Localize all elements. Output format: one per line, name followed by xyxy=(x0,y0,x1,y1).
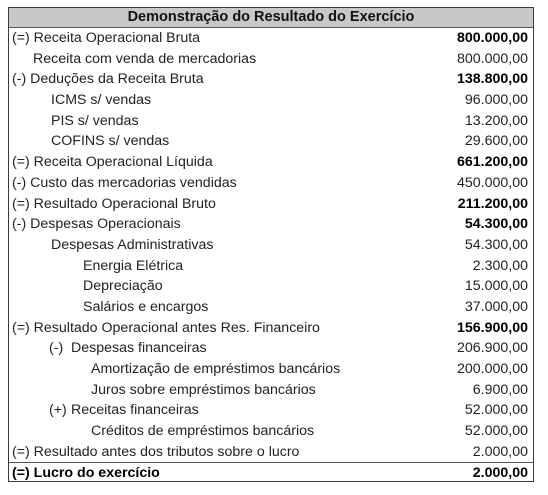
row-label-text: Juros sobre empréstimos bancários xyxy=(91,381,316,398)
statement-row xyxy=(9,152,533,173)
row-label-text: Amortização de empréstimos bancários xyxy=(91,361,341,377)
row-value: 52.000,00 xyxy=(464,423,528,440)
row-label xyxy=(91,380,316,401)
row-label xyxy=(51,131,169,152)
row-label-text: (=) Receita Operacional Líquida xyxy=(12,154,213,171)
row-label-text: COFINS s/ vendas xyxy=(51,133,170,150)
row-label xyxy=(12,28,200,49)
row-label-text: (=) Receita Operacional Bruta xyxy=(12,30,201,46)
statement-row xyxy=(9,235,533,256)
statement-row xyxy=(9,462,533,484)
row-value: 800.000,00 xyxy=(456,30,528,46)
row-label xyxy=(49,338,207,359)
row-value: 15.000,00 xyxy=(464,278,528,295)
row-label-text: (=) Resultado antes dos tributos sobre o lucro xyxy=(12,443,300,460)
row-label-text: Salários e encargos xyxy=(83,298,209,315)
row-label xyxy=(51,235,213,256)
row-label-text: PIS s/ vendas xyxy=(51,112,139,129)
statement-row xyxy=(9,359,533,380)
statement-row xyxy=(9,69,533,90)
row-label-text: (=) Resultado Operacional Bruto xyxy=(12,195,216,212)
row-label xyxy=(12,463,160,484)
row-label xyxy=(12,214,181,235)
row-value: 156.900,00 xyxy=(456,319,528,336)
row-value: 2.000,00 xyxy=(472,465,528,482)
row-sign: (-) xyxy=(49,340,64,357)
row-label-text: Despesas Administrativas xyxy=(51,236,214,253)
statement-row xyxy=(9,442,533,463)
row-label xyxy=(91,359,340,380)
row-label xyxy=(51,111,139,132)
row-label-text: (-) Custo das mercadorias vendidas xyxy=(12,174,237,191)
row-value: 200.000,00 xyxy=(456,361,528,377)
row-value: 37.000,00 xyxy=(464,298,528,315)
row-label-text: ICMS s/ vendas xyxy=(51,92,152,109)
statement-row xyxy=(9,49,533,70)
row-label xyxy=(12,442,299,463)
row-label-text: Receita com venda de mercadorias xyxy=(33,50,257,67)
statement-row xyxy=(9,256,533,277)
row-label xyxy=(91,421,314,442)
statement-row xyxy=(9,214,533,235)
row-value: 800.000,00 xyxy=(456,50,528,67)
row-label-text: (-) Deduções da Receita Bruta xyxy=(12,71,204,88)
row-value: 2.000,00 xyxy=(472,443,528,460)
row-label-text: Despesas financeiras xyxy=(71,340,207,357)
row-label-text: Créditos de empréstimos bancários xyxy=(91,423,315,440)
statement-row xyxy=(9,276,533,297)
row-label xyxy=(12,194,216,215)
row-label xyxy=(83,256,183,277)
row-value: 211.200,00 xyxy=(457,195,528,212)
statement-title: Demonstração do Resultado do Exercício xyxy=(9,8,533,28)
row-value: 54.300,00 xyxy=(464,216,528,233)
statement-row xyxy=(9,90,533,111)
statement-row xyxy=(9,338,533,359)
statement-row xyxy=(9,194,533,215)
row-value: 6.900,00 xyxy=(472,381,528,398)
row-label-text: Depreciação xyxy=(83,278,163,295)
row-label xyxy=(12,152,213,173)
statement-row xyxy=(9,421,533,442)
row-value: 450.000,00 xyxy=(456,174,528,191)
statement-row xyxy=(9,318,533,339)
statement-rows xyxy=(9,28,533,484)
statement-row xyxy=(9,131,533,152)
row-label xyxy=(33,49,256,70)
row-label xyxy=(12,318,320,339)
row-label xyxy=(51,90,151,111)
row-sign: (+) xyxy=(49,402,67,419)
income-statement xyxy=(8,7,534,482)
row-label-text: (=) Lucro do exercício xyxy=(12,465,160,482)
statement-row xyxy=(9,111,533,132)
row-label-text: Energia Elétrica xyxy=(83,257,184,274)
row-label xyxy=(12,173,237,194)
row-value: 13.200,00 xyxy=(464,112,528,129)
row-value: 54.300,00 xyxy=(464,236,528,253)
row-label-text: Receitas financeiras xyxy=(71,402,199,419)
row-label xyxy=(83,276,163,297)
row-label-text: (=) Resultado Operacional antes Res. Financeiro xyxy=(12,319,320,336)
statement-row xyxy=(9,297,533,318)
row-value: 206.900,00 xyxy=(456,340,528,357)
row-value: 96.000,00 xyxy=(464,92,528,109)
statement-row xyxy=(9,173,533,194)
statement-row xyxy=(9,28,533,49)
row-label-text: (-) Despesas Operacionais xyxy=(12,216,181,233)
row-value: 29.600,00 xyxy=(464,133,528,150)
row-label xyxy=(83,297,208,318)
row-label xyxy=(49,400,199,421)
row-value: 661.200,00 xyxy=(456,154,528,171)
row-value: 52.000,00 xyxy=(464,402,528,419)
row-value: 138.800,00 xyxy=(456,71,528,88)
row-value: 2.300,00 xyxy=(472,257,528,274)
statement-row xyxy=(9,400,533,421)
statement-row xyxy=(9,380,533,401)
row-label xyxy=(12,69,204,90)
